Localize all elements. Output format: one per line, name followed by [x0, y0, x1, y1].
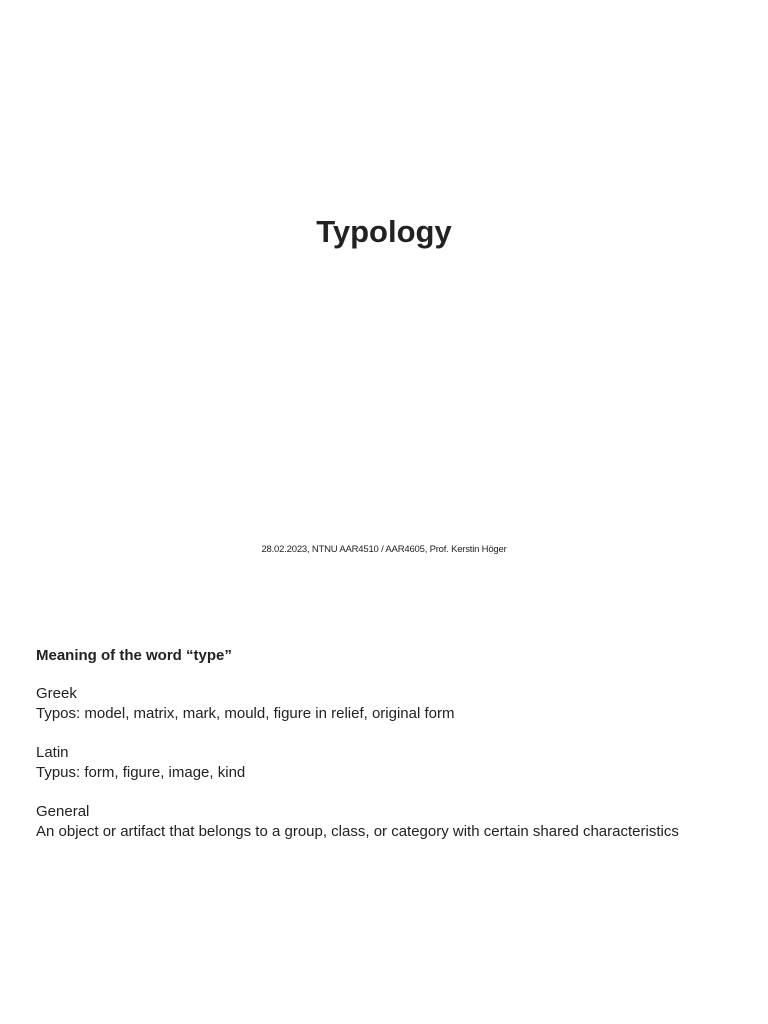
definition-label: Latin — [36, 744, 69, 761]
slide-credit: 28.02.2023, NTNU AAR4510 / AAR4605, Prof. Kerstin Höger — [261, 544, 507, 555]
section-heading: Meaning of the word “type” — [36, 647, 232, 664]
definition-label: General — [36, 803, 90, 820]
definition-section — [36, 646, 736, 861]
definition-group-latin — [36, 743, 736, 783]
definition-text: An object or artifact that belongs to a group, class, or category with certain shared characteristics — [36, 823, 679, 840]
definition-group-general — [36, 802, 736, 842]
slide-title: Typology — [316, 214, 452, 249]
definition-group-greek — [36, 684, 736, 724]
definition-text: Typus: form, figure, image, kind — [36, 764, 246, 781]
definition-text: Typos: model, matrix, mark, mould, figure in relief, original form — [36, 705, 455, 722]
definition-label: Greek — [36, 685, 77, 702]
